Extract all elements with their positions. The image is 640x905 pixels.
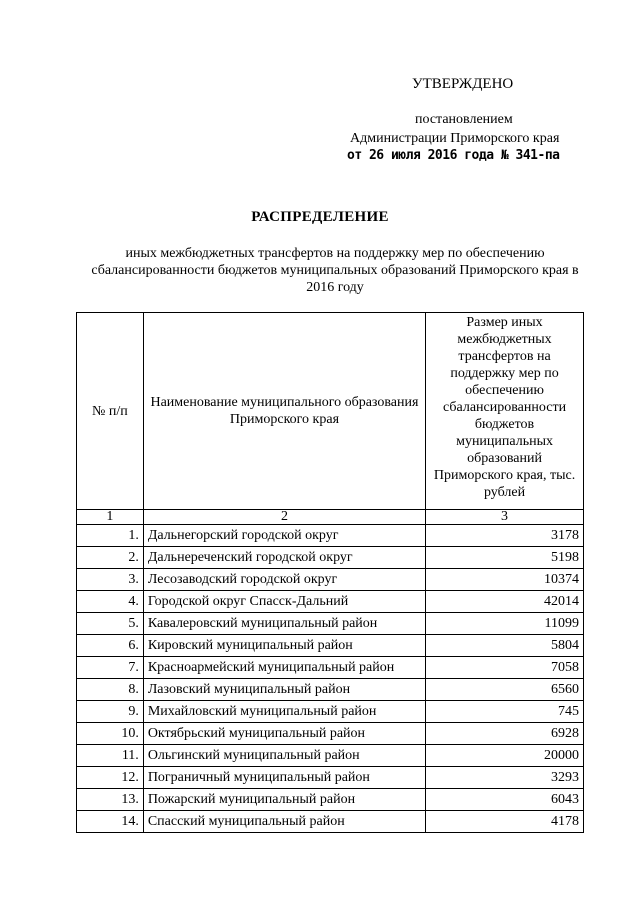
column-number: 3 (426, 510, 584, 525)
row-number: 1. (77, 525, 144, 547)
transfer-amount: 5804 (426, 635, 584, 657)
row-number: 13. (77, 789, 144, 811)
table-row (77, 701, 584, 723)
column-header-amount: Размер иных межбюджетных трансфертов на поддержку мер по обеспечению сбалансированности бюджетов муниципальных образований Приморского края, тыс. рублей (426, 313, 584, 510)
municipality-name: Пограничный муниципальный район (143, 767, 425, 789)
row-number: 2. (77, 547, 144, 569)
table-header-row (77, 313, 584, 510)
table-row (77, 657, 584, 679)
transfer-amount: 5198 (426, 547, 584, 569)
row-number: 3. (77, 569, 144, 591)
transfer-amount: 10374 (426, 569, 584, 591)
municipality-name: Ольгинский муниципальный район (143, 745, 425, 767)
table-row (77, 679, 584, 701)
municipality-name: Пожарский муниципальный район (143, 789, 425, 811)
transfer-amount: 11099 (426, 613, 584, 635)
table-row (77, 723, 584, 745)
table-row (77, 591, 584, 613)
resolution-date: от 26 июля 2016 года № 341-па (347, 148, 560, 163)
row-number: 6. (77, 635, 144, 657)
administration-line: Администрации Приморского края (350, 131, 560, 146)
table-row (77, 789, 584, 811)
transfer-amount: 42014 (426, 591, 584, 613)
table-row (77, 635, 584, 657)
table-row (77, 745, 584, 767)
document-title: РАСПРЕДЕЛЕНИЕ (251, 209, 389, 225)
municipality-name: Лесозаводский городской округ (143, 569, 425, 591)
row-number: 11. (77, 745, 144, 767)
row-number: 9. (77, 701, 144, 723)
table-row (77, 767, 584, 789)
transfer-amount: 3293 (426, 767, 584, 789)
distribution-table (76, 312, 584, 833)
transfer-amount: 6043 (426, 789, 584, 811)
row-number: 10. (77, 723, 144, 745)
row-number: 14. (77, 811, 144, 833)
municipality-name: Красноармейский муниципальный район (143, 657, 425, 679)
transfer-amount: 20000 (426, 745, 584, 767)
approved-stamp: УТВЕРЖДЕНО (412, 76, 514, 92)
row-number: 12. (77, 767, 144, 789)
column-number: 2 (143, 510, 425, 525)
municipality-name: Лазовский муниципальный район (143, 679, 425, 701)
municipality-name: Спасский муниципальный район (143, 811, 425, 833)
municipality-name: Октябрьский муниципальный район (143, 723, 425, 745)
row-number: 4. (77, 591, 144, 613)
column-number: 1 (77, 510, 144, 525)
transfer-amount: 6560 (426, 679, 584, 701)
transfer-amount: 745 (426, 701, 584, 723)
table-row (77, 525, 584, 547)
row-number: 7. (77, 657, 144, 679)
document-subtitle: иных межбюджетных трансфертов на поддержку мер по обеспечению сбалансированности бюджетов муниципальных образований Приморского края в 2016 году (91, 246, 579, 295)
row-number: 8. (77, 679, 144, 701)
table-row (77, 547, 584, 569)
municipality-name: Дальнереченский городской округ (143, 547, 425, 569)
column-header-number: № п/п (77, 313, 144, 510)
transfer-amount: 7058 (426, 657, 584, 679)
table-row (77, 569, 584, 591)
municipality-name: Кавалеровский муниципальный район (143, 613, 425, 635)
municipality-name: Михайловский муниципальный район (143, 701, 425, 723)
transfer-amount: 4178 (426, 811, 584, 833)
municipality-name: Городской округ Спасск-Дальний (143, 591, 425, 613)
table-row (77, 811, 584, 833)
transfer-amount: 6928 (426, 723, 584, 745)
resolution-line: постановлением (415, 112, 513, 127)
column-header-name: Наименование муниципального образования Приморского края (143, 313, 425, 510)
table-row (77, 613, 584, 635)
column-numbers-row (77, 510, 584, 525)
municipality-name: Кировский муниципальный район (143, 635, 425, 657)
row-number: 5. (77, 613, 144, 635)
municipality-name: Дальнегорский городской округ (143, 525, 425, 547)
transfer-amount: 3178 (426, 525, 584, 547)
